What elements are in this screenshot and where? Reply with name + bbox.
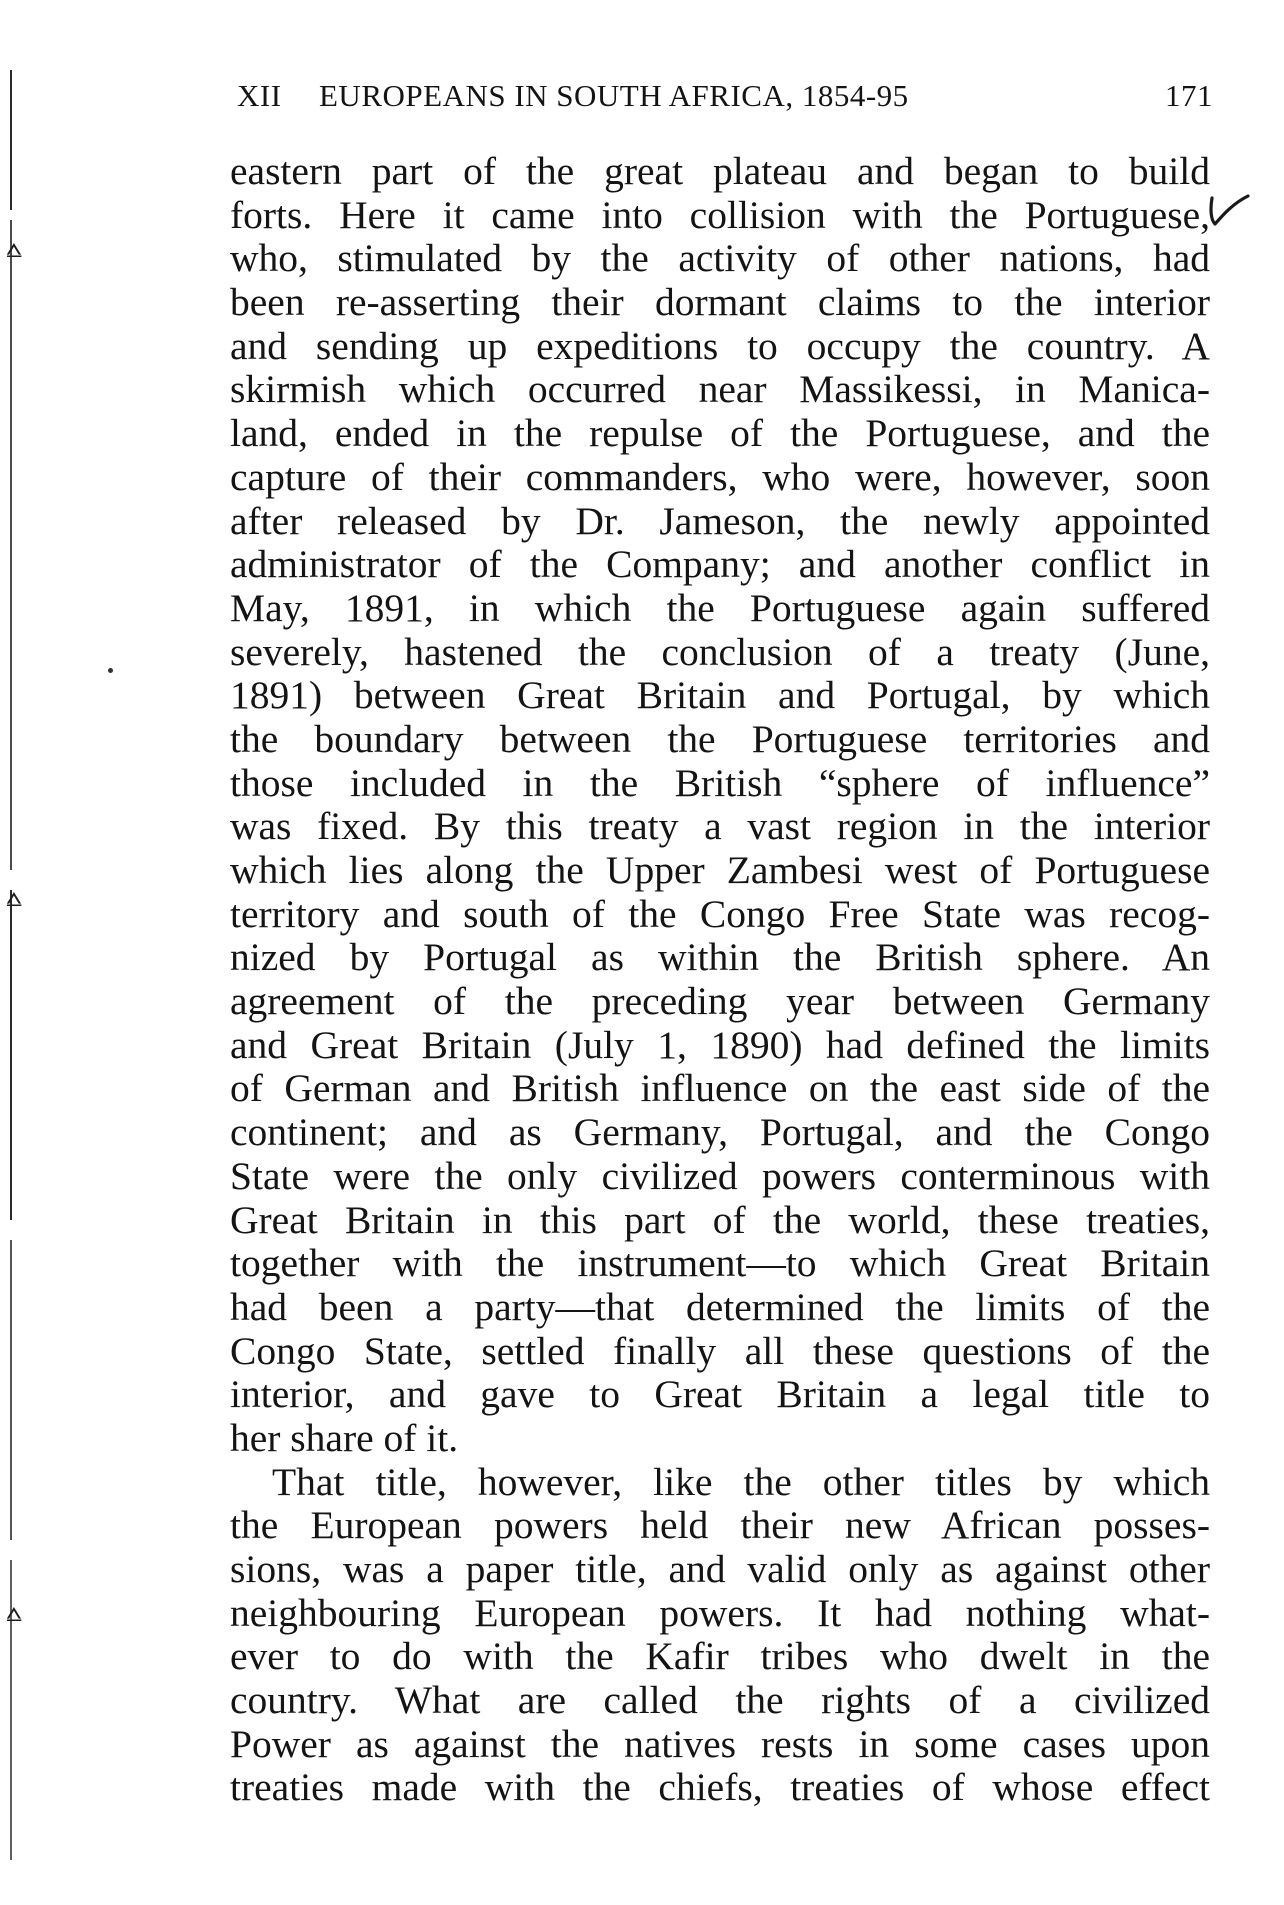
margin-dot [108,668,113,673]
text-line: and Great Britain (July 1, 1890) had defined the limits [230,1022,1210,1067]
text-line: agreement of the preceding year between Germany [230,979,1210,1024]
text-line: capture of their commanders, who were, however, soon [230,454,1210,499]
text-line: land, ended in the repulse of the Portuguese, and the [230,411,1210,456]
text-line: treaties made with the chiefs, treaties of whose effect [230,1765,1210,1810]
text-line: country. What are called the rights of a civilized [230,1678,1210,1723]
chapter-number: XII [237,78,282,113]
margin-pencil-mark-icon: ⩟ [6,234,22,263]
margin-pencil-mark-icon: ⩟ [6,1598,22,1627]
text-line: 1891) between Great Britain and Portugal, by which [230,673,1210,718]
margin-rule [10,220,12,870]
margin-rule [10,890,12,1220]
page-number: 171 [1165,78,1213,113]
text-line: Congo State, settled finally all these questions of the [230,1328,1210,1373]
text-line: interior, and gave to Great Britain a legal title to [230,1372,1210,1417]
text-line: her share of it. [230,1415,459,1460]
text-line: territory and south of the Congo Free State was recog- [230,891,1210,936]
text-line: of German and British influence on the east side of the [230,1066,1210,1111]
text-line: which lies along the Upper Zambesi west of Portuguese [230,848,1210,892]
margin-rule [10,1240,12,1540]
text-line: sions, was a paper title, and valid only as against other [230,1547,1210,1591]
text-line: and sending up expeditions to occupy the country. A [230,323,1210,368]
text-line: That title, however, like the other titles by which [272,1459,1210,1504]
margin-pencil-mark-icon: ⩟ [6,883,22,912]
text-line: eastern part of the great plateau and began to build [230,149,1210,193]
text-line: the boundary between the Portuguese territories and [230,716,1210,761]
text-line: neighbouring European powers. It had nothing what- [230,1590,1210,1635]
text-line: skirmish which occurred near Massikessi, in Manica- [230,367,1210,412]
text-line: been re-asserting their dormant claims to the interior [230,280,1210,325]
text-line: State were the only civilized powers conterminous with [230,1153,1210,1198]
body-text [230,150,1210,1810]
text-line: severely, hastened the conclusion of a treaty (June, [230,629,1210,674]
text-line: Great Britain in this part of the world, these treaties, [230,1197,1210,1242]
text-line: continent; and as Germany, Portugal, and the Congo [230,1110,1210,1155]
margin-rule [10,70,12,210]
text-line: nized by Portugal as within the British sphere. An [230,935,1210,980]
text-line: after released by Dr. Jameson, the newly appointed [230,498,1210,543]
text-line: the European powers held their new African posses- [230,1503,1210,1548]
text-line: who, stimulated by the activity of other nations, had [230,236,1210,281]
text-line: ever to do with the Kafir tribes who dwelt in the [230,1634,1210,1679]
text-line: administrator of the Company; and another conflict in [230,542,1210,587]
text-line: Power as against the natives rests in some cases upon [230,1721,1210,1766]
running-title: EUROPEANS IN SOUTH AFRICA, 1854-95 [319,78,909,113]
handwritten-check-icon [1206,190,1250,230]
running-header [237,78,1213,122]
text-line: together with the instrument—to which Great Britain [230,1241,1210,1286]
text-line: had been a party—that determined the limits of the [230,1284,1210,1329]
text-line: those included in the British “sphere of influence” [230,760,1210,805]
text-line: forts. Here it came into collision with the Portuguese, [230,192,1210,237]
text-line: May, 1891, in which the Portuguese again suffered [230,585,1210,630]
text-line: was fixed. By this treaty a vast region in the interior [230,804,1210,849]
